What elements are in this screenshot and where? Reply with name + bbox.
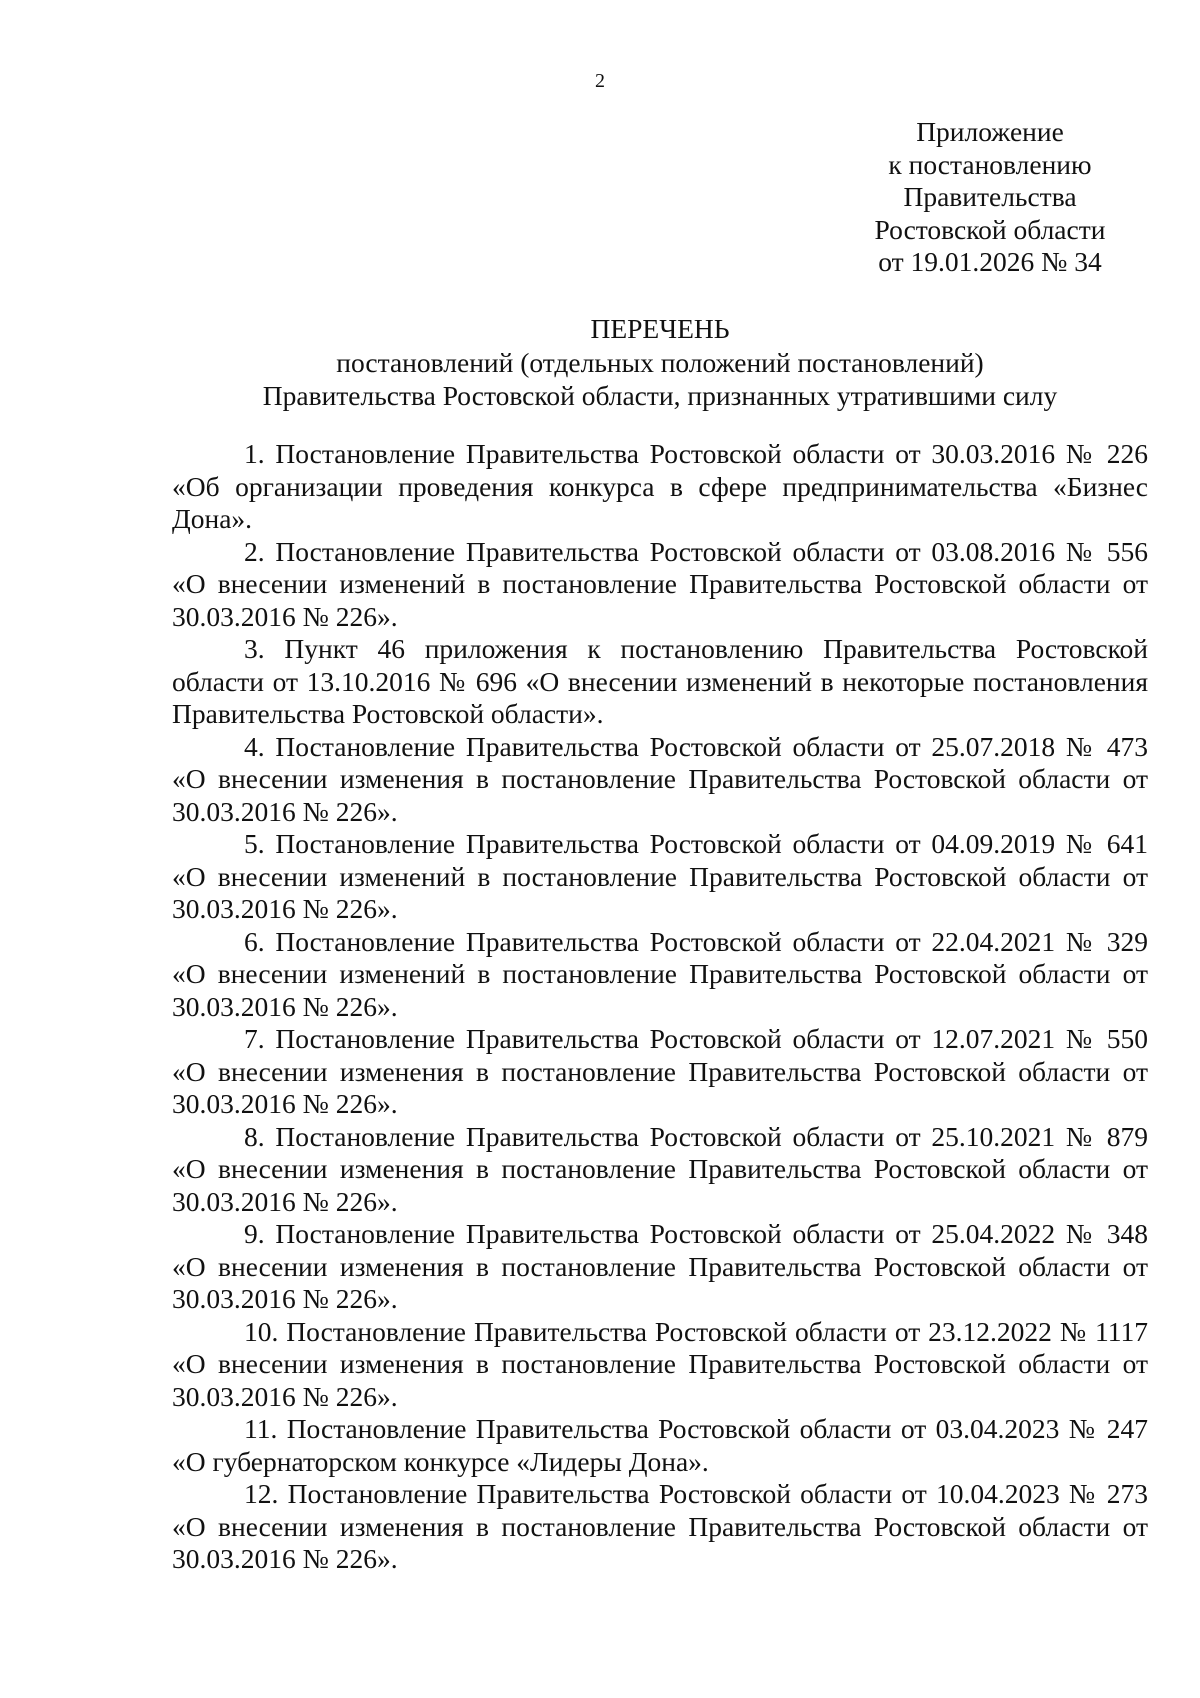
title-subtitle: постановлений (отдельных положений постановлений) bbox=[336, 346, 984, 378]
appendix-line: от 19.01.2026 № 34 bbox=[878, 246, 1102, 277]
list-item: 8. Постановление Правительства Ростовской области от 25.10.2021 № 879 «О внесении изменения в постановление Правительства Ростовской области от 30.03.2016 № 226». bbox=[172, 1120, 1148, 1217]
appendix-line: Приложение bbox=[916, 116, 1064, 147]
appendix-header bbox=[840, 116, 1140, 279]
list-item: 7. Постановление Правительства Ростовской области от 12.07.2021 № 550 «О внесении изменения в постановление Правительства Ростовской области от 30.03.2016 № 226». bbox=[172, 1023, 1148, 1119]
page-number: 2 bbox=[595, 70, 605, 92]
list-item: 4. Постановление Правительства Ростовской области от 25.07.2018 № 473 «О внесении изменения в постановление Правительства Ростовской области от 30.03.2016 № 226». bbox=[172, 730, 1148, 827]
list-item: 1. Постановление Правительства Ростовской области от 30.03.2016 № 226 «Об организации проведения конкурса в сфере предпринимательства «Бизнес Дона». bbox=[172, 438, 1148, 534]
list-item: 3. Пункт 46 приложения к постановлению Правительства Ростовской области от 13.10.2016 № 696 «О внесении изменений в некоторые постановления Правительства Ростовской области». bbox=[172, 633, 1148, 729]
list-item: 11. Постановление Правительства Ростовской области от 03.04.2023 № 247 «О губернаторском конкурсе «Лидеры Дона». bbox=[172, 1413, 1148, 1477]
appendix-line: к постановлению bbox=[888, 148, 1092, 180]
title-heading: ПЕРЕЧЕНЬ bbox=[590, 313, 730, 344]
list-item: 12. Постановление Правительства Ростовской области от 10.04.2023 № 273 «О внесении изменения в постановление Правительства Ростовской области от 30.03.2016 № 226». bbox=[172, 1478, 1148, 1574]
list-item: 2. Постановление Правительства Ростовской области от 03.08.2016 № 556 «О внесении изменений в постановление Правительства Ростовской области от 30.03.2016 № 226». bbox=[172, 535, 1148, 632]
list-item: 9. Постановление Правительства Ростовской области от 25.04.2022 № 348 «О внесении изменения в постановление Правительства Ростовской области от 30.03.2016 № 226». bbox=[172, 1218, 1148, 1314]
appendix-line: Правительства bbox=[903, 181, 1077, 212]
title-subtitle: Правительства Ростовской области, признанных утратившими силу bbox=[262, 380, 1058, 411]
list-item: 6. Постановление Правительства Ростовской области от 22.04.2021 № 329 «О внесении изменений в постановление Правительства Ростовской области от 30.03.2016 № 226». bbox=[172, 925, 1148, 1022]
list-item: 10. Постановление Правительства Ростовской области от 23.12.2022 № 1117 «О внесении изменения в постановление Правительства Ростовской области от 30.03.2016 № 226». bbox=[172, 1315, 1148, 1412]
appendix-line: Ростовской области bbox=[874, 213, 1106, 245]
repealed-acts-list bbox=[172, 438, 1148, 1576]
document-title bbox=[172, 312, 1148, 413]
list-item: 5. Постановление Правительства Ростовской области от 04.09.2019 № 641 «О внесении изменений в постановление Правительства Ростовской области от 30.03.2016 № 226». bbox=[172, 828, 1148, 924]
